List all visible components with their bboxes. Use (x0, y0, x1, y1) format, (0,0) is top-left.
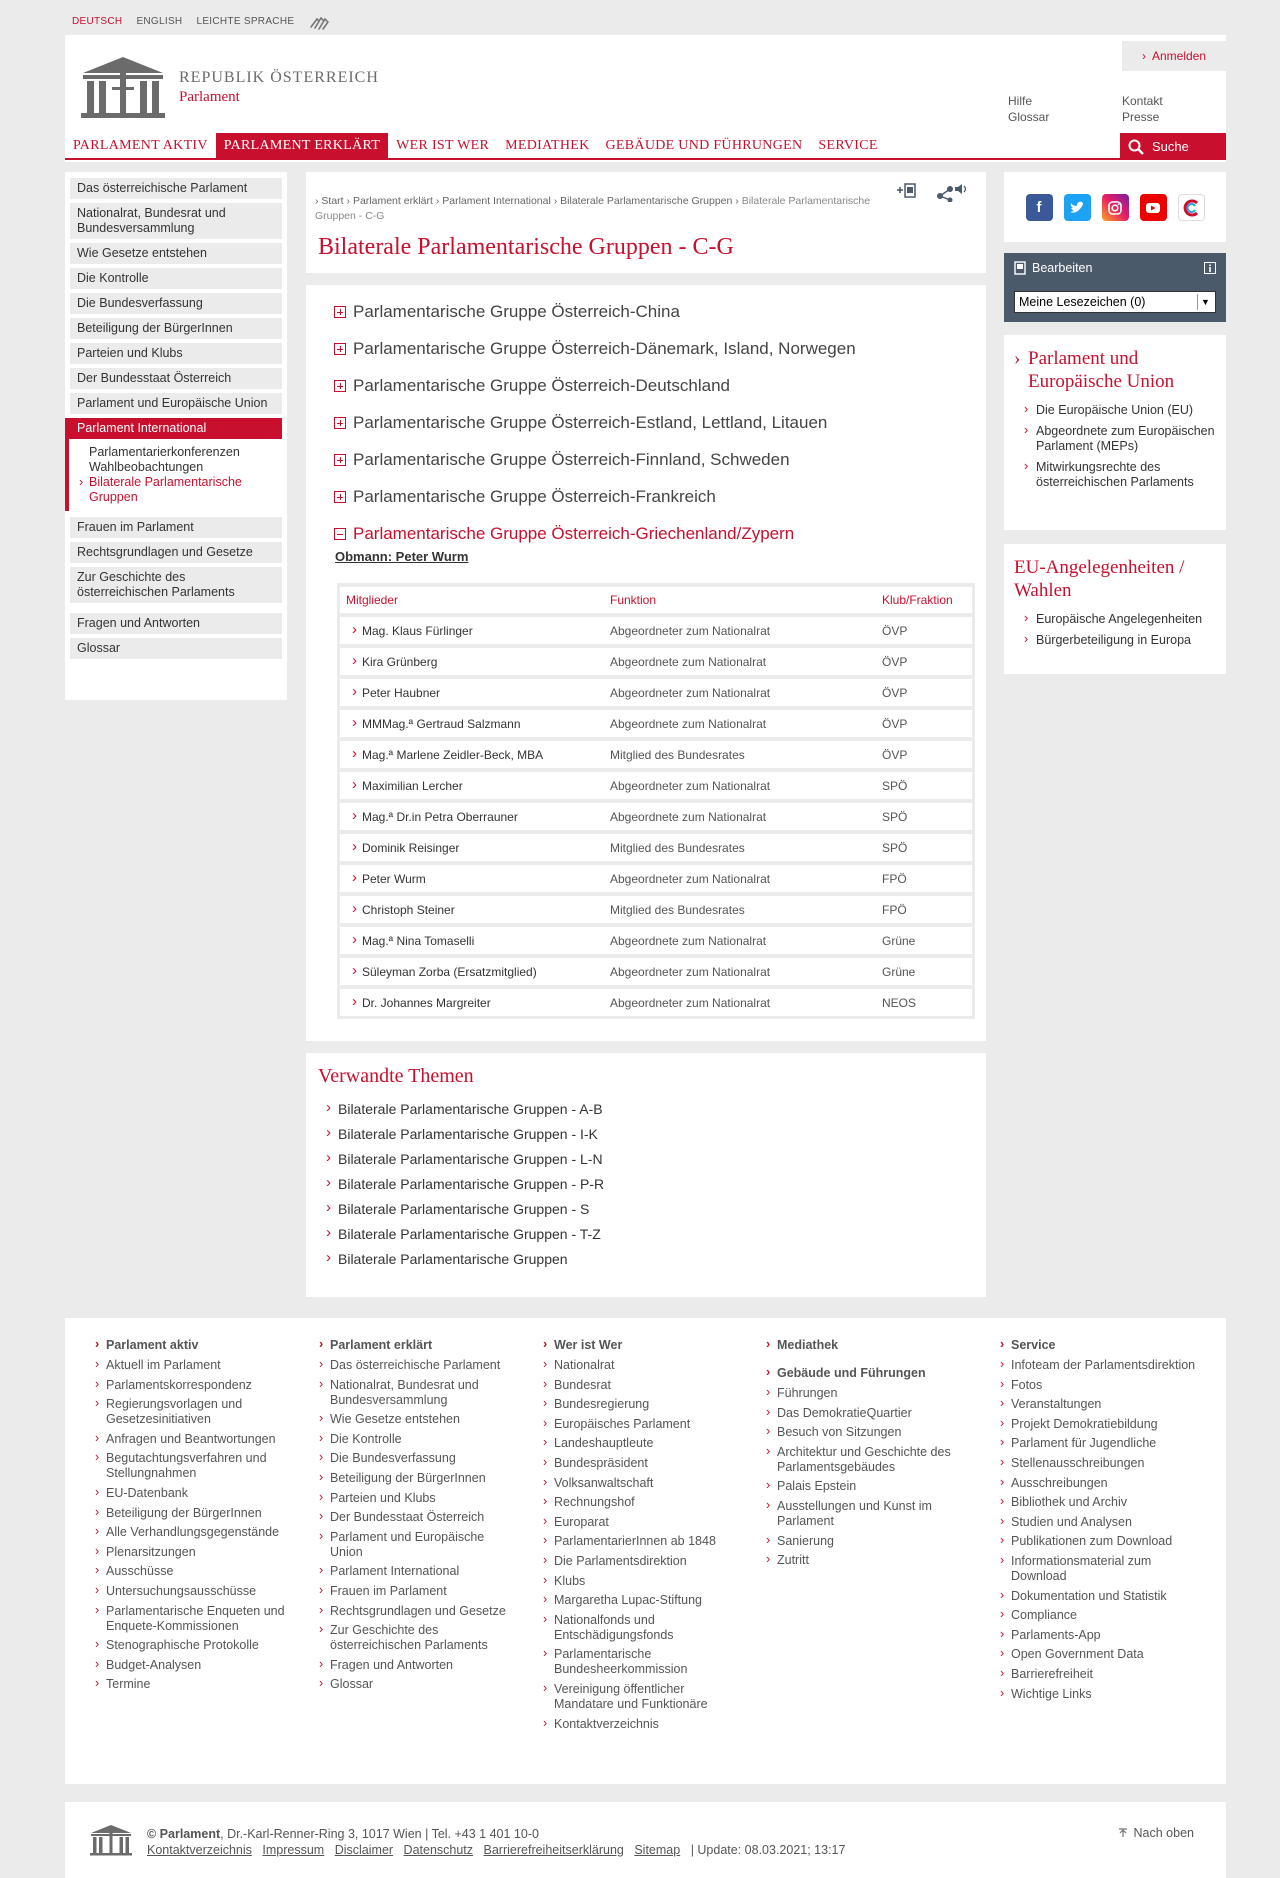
member-name[interactable]: › Mag.ª Dr.in Petra Oberrauner (340, 810, 610, 824)
collapse-icon (334, 528, 346, 540)
parliament-logo-icon (79, 55, 167, 119)
footer-link[interactable]: › ParlamentarierInnen ab 1848 (542, 1534, 742, 1549)
back-to-top[interactable]: Nach oben (1118, 1826, 1194, 1840)
footer-link[interactable]: › Fotos (999, 1378, 1199, 1393)
login-button[interactable]: › Anmelden (1122, 41, 1226, 71)
table-row (340, 834, 972, 861)
sidebar-item-parteien[interactable]: Parteien und Klubs (70, 343, 282, 364)
sidebar-item-glossar[interactable]: Glossar (70, 638, 282, 659)
lang-leichte-sprache[interactable]: LEICHTE SPRACHE (196, 15, 295, 27)
member-function: Abgeordneter zum Nationalrat (610, 778, 771, 793)
nav-gebaeude-fuehrungen[interactable]: GEBÄUDE UND FÜHRUNGEN (605, 137, 803, 153)
member-function: Abgeordneter zum Nationalrat (610, 995, 771, 1010)
footer-sitemap (65, 1318, 1226, 1784)
footer-link[interactable]: › Parlamentarische Enqueten und Enquete-Kommissionen (94, 1604, 294, 1634)
sidebar-item-nationalrat[interactable]: Nationalrat, Bundesrat und Bundesversammlung (70, 203, 282, 239)
related-title: Verwandte Themen (318, 1065, 474, 1087)
footer-link[interactable]: › Beteiligung der BürgerInnen (318, 1471, 518, 1486)
social-links (1004, 172, 1226, 242)
footer-link[interactable]: › Beteiligung der BürgerInnen (94, 1506, 294, 1521)
group-finnland[interactable]: Parlamentarische Gruppe Österreich-Finnland, Schweden (334, 450, 790, 470)
member-club: ÖVP (882, 685, 908, 700)
member-name[interactable]: › Mag.ª Marlene Zeidler-Beck, MBA (340, 748, 610, 762)
footer-link[interactable]: › Termine (94, 1677, 294, 1692)
related-link[interactable]: › Bilaterale Parlamentarische Gruppen - A-B (326, 1101, 604, 1126)
nav-parlament-aktiv[interactable]: PARLAMENT AKTIV (73, 137, 208, 153)
group-chair: Obmann: Peter Wurm (335, 549, 469, 564)
footer-link[interactable]: › Der Bundesstaat Österreich (318, 1510, 518, 1525)
sidebar-item-beteiligung[interactable]: Beteiligung der BürgerInnen (70, 318, 282, 339)
member-club: SPÖ (882, 778, 908, 793)
member-club: Grüne (882, 933, 916, 948)
facebook-icon[interactable]: f (1026, 194, 1053, 221)
footer-col-erklaert (318, 1338, 518, 1697)
footer-link[interactable]: › Wie Gesetze entstehen (318, 1412, 518, 1427)
footer-link[interactable]: › Compliance (999, 1608, 1199, 1623)
footer-link[interactable]: › Bundesrat (542, 1378, 742, 1393)
footer-link[interactable]: › Parlament International (318, 1564, 518, 1579)
member-club: FPÖ (882, 871, 907, 886)
footer-heading[interactable]: › Wer ist Wer (542, 1338, 742, 1352)
member-club: Grüne (882, 964, 916, 979)
breadcrumb-start[interactable]: Start (321, 195, 344, 207)
site-logo[interactable] (79, 55, 379, 119)
footer-link[interactable]: › Infoteam der Parlamentsdirektion (999, 1358, 1199, 1373)
footer-link[interactable]: › Vereinigung öffentlicher Mandatare und Funktionäre (542, 1682, 742, 1712)
expand-icon (334, 454, 346, 466)
footer-link[interactable]: › Sanierung (765, 1534, 965, 1549)
member-name[interactable]: › Dominik Reisinger (340, 841, 610, 855)
member-name[interactable]: › Mag. Klaus Fürlinger (340, 624, 610, 638)
footer-link[interactable]: › Das österreichische Parlament (318, 1358, 518, 1373)
eu-link[interactable]: › Die Europäische Union (EU) (1014, 403, 1216, 418)
member-name[interactable]: › MMMag.ª Gertraud Salzmann (340, 717, 610, 731)
util-links-2 (1122, 93, 1163, 125)
search-icon (1128, 139, 1144, 155)
bottom-link-sitemap[interactable]: Sitemap (634, 1843, 681, 1857)
members-table (337, 583, 975, 1019)
group-griechenland[interactable]: Parlamentarische Gruppe Österreich-Griechenland/Zypern (334, 524, 794, 544)
glossary-link[interactable]: Glossar (1008, 110, 1050, 124)
table-row (340, 865, 972, 892)
bookmark-add-icon[interactable] (896, 182, 918, 200)
footer-link[interactable]: › Untersuchungsausschüsse (94, 1584, 294, 1599)
expand-icon (334, 306, 346, 318)
youtube-icon[interactable] (1140, 194, 1167, 221)
footer-link[interactable]: › Rechtsgrundlagen und Gesetze (318, 1604, 518, 1619)
footer-link[interactable]: › Die Kontrolle (318, 1432, 518, 1447)
member-club: FPÖ (882, 902, 907, 917)
footer-link[interactable]: › Stenographische Protokolle (94, 1638, 294, 1653)
bookmark-icon (1014, 261, 1026, 275)
bottom-link-disclaimer[interactable]: Disclaimer (334, 1843, 394, 1857)
header-klub: Klub/Fraktion (882, 593, 953, 607)
expand-icon (334, 417, 346, 429)
footer-link[interactable]: › Alle Verhandlungsgegenstände (94, 1525, 294, 1540)
sidebar-sub-wahlbeobachtungen[interactable]: Wahlbeobachtungen (89, 460, 204, 474)
member-name[interactable]: › Maximilian Lercher (340, 779, 610, 793)
edit-panel (1004, 253, 1226, 322)
sidebar-item-eu[interactable]: Parlament und Europäische Union (70, 393, 282, 414)
member-name[interactable]: › Dr. Johannes Margreiter (340, 996, 610, 1010)
related-list (326, 1101, 604, 1276)
footer-link[interactable]: › Die Parlamentsdirektion (542, 1554, 742, 1569)
footer-link[interactable]: › Zur Geschichte des österreichischen Parlaments (318, 1623, 518, 1653)
sidebar-item-international[interactable]: Parlament International (65, 418, 282, 439)
table-row (340, 679, 972, 706)
member-name[interactable]: › Mag.ª Nina Tomaselli (340, 934, 610, 948)
footer-link[interactable]: › Zutritt (765, 1553, 965, 1568)
breadcrumb-international[interactable]: Parlament International (442, 195, 551, 207)
footer-link[interactable]: › Parlaments-App (999, 1628, 1199, 1643)
info-icon[interactable] (1204, 262, 1216, 274)
bookmarks-select[interactable]: Meine Lesezeichen (0) ▼ (1014, 291, 1216, 313)
table-row (340, 617, 972, 644)
footer-link[interactable]: › Anfragen und Beantwortungen (94, 1432, 294, 1447)
related-link[interactable]: › Bilaterale Parlamentarische Gruppen - T-Z (326, 1226, 604, 1251)
related-link[interactable]: › Bilaterale Parlamentarische Gruppen - I-K (326, 1126, 604, 1151)
member-function: Abgeordnete zum Nationalrat (610, 809, 767, 824)
footer-link[interactable]: › Ausschreibungen (999, 1476, 1199, 1491)
breadcrumb: › Start › Parlament erklärt › Parlament International › Bilaterale Parlamentarische Gruppen › Bilaterale Parlamentarische Gruppen - C-G (315, 195, 871, 222)
footer-link[interactable]: › Besuch von Sitzungen (765, 1425, 965, 1440)
member-function: Mitglied des Bundesrates (610, 840, 745, 855)
footer-link[interactable]: › Nationalrat (542, 1358, 742, 1373)
edit-label: Bearbeiten (1032, 261, 1093, 275)
table-row (340, 648, 972, 675)
footer-link[interactable]: › Budget-Analysen (94, 1658, 294, 1673)
share-icon[interactable] (936, 182, 968, 202)
group-estland[interactable]: Parlamentarische Gruppe Österreich-Estland, Lettland, Litauen (334, 413, 827, 433)
eu-box (1004, 335, 1226, 530)
footer-link[interactable]: › Bundesregierung (542, 1397, 742, 1412)
member-club: SPÖ (882, 840, 908, 855)
footer-col-mediathek (765, 1338, 965, 1573)
sidebar-sub-bilaterale[interactable]: › Bilaterale Parlamentarische Gruppen (89, 475, 282, 505)
related-link[interactable]: › Bilaterale Parlamentarische Gruppen - L-N (326, 1151, 604, 1176)
member-function: Mitglied des Bundesrates (610, 902, 745, 917)
lang-english[interactable]: ENGLISH (136, 15, 183, 27)
group-daenemark[interactable]: Parlamentarische Gruppe Österreich-Dänemark, Island, Norwegen (334, 339, 856, 359)
member-function: Abgeordnete zum Nationalrat (610, 716, 767, 731)
member-name[interactable]: › Christoph Steiner (340, 903, 610, 917)
language-bar (72, 12, 332, 30)
nav-mediathek[interactable]: MEDIATHEK (505, 137, 590, 153)
chevron-down-icon: ▼ (1197, 294, 1213, 310)
sidebar-item-bundesverfassung[interactable]: Die Bundesverfassung (70, 293, 282, 314)
footer-col-wer-ist-wer (542, 1338, 742, 1736)
member-function: Abgeordneter zum Nationalrat (610, 623, 771, 638)
twitter-icon[interactable] (1064, 194, 1091, 221)
footer-link[interactable]: › Landeshauptleute (542, 1436, 742, 1451)
groups-accordion (306, 285, 986, 1041)
parlament-app-icon[interactable] (1178, 194, 1205, 221)
update-date: | Update: 08.03.2021; 13:17 (690, 1843, 846, 1857)
footer-link[interactable]: › Führungen (765, 1386, 965, 1401)
expand-icon (334, 380, 346, 392)
nav-wer-ist-wer[interactable]: WER IST WER (396, 137, 490, 153)
member-function: Abgeordneter zum Nationalrat (610, 964, 771, 979)
footer-link[interactable]: › Glossar (318, 1677, 518, 1692)
footer-link[interactable]: › Parteien und Klubs (318, 1491, 518, 1506)
member-name[interactable]: › Kira Grünberg (340, 655, 610, 669)
member-club: NEOS (882, 995, 917, 1010)
arrow-up-icon (1118, 1828, 1128, 1838)
footer-link[interactable]: › Veranstaltungen (999, 1397, 1199, 1412)
footer-link[interactable]: › Begutachtungsverfahren und Stellungnahmen (94, 1451, 294, 1481)
footer-link[interactable]: › EU-Datenbank (94, 1486, 294, 1501)
footer-heading[interactable]: › Parlament erklärt (318, 1338, 518, 1352)
table-row (340, 896, 972, 923)
breadcrumb-bilaterale[interactable]: Bilaterale Parlamentarische Gruppen (560, 195, 733, 207)
bottom-bar (65, 1802, 1226, 1878)
logo-title: REPUBLIK ÖSTERREICH (179, 68, 379, 86)
sidebar-item-frauen[interactable]: Frauen im Parlament (70, 517, 282, 538)
footer-link[interactable]: › Kontaktverzeichnis (542, 1717, 742, 1732)
parliament-logo-icon[interactable] (89, 1824, 133, 1856)
related-link[interactable]: › Bilaterale Parlamentarische Gruppen - P-R (326, 1176, 604, 1201)
eu-box-title[interactable]: › Parlament und Europäische Union (1014, 347, 1216, 393)
eu-affairs-link[interactable]: › Europäische Angelegenheiten (1014, 612, 1216, 627)
sidebar-item-bundesstaat[interactable]: Der Bundesstaat Österreich (70, 368, 282, 389)
footer-heading[interactable]: › Parlament aktiv (94, 1338, 294, 1352)
footer-link[interactable]: › Parlamentarische Bundesheerkommission (542, 1647, 742, 1677)
table-row (340, 958, 972, 985)
press-link[interactable]: Presse (1122, 110, 1160, 124)
sidebar-item-geschichte[interactable]: Zur Geschichte des österreichischen Parlaments (70, 567, 282, 603)
footer-col-aktiv (94, 1338, 294, 1697)
expand-icon (334, 491, 346, 503)
footer-link[interactable]: › Parlament und Europäische Union (318, 1530, 518, 1560)
sidebar-item-gesetze[interactable]: Wie Gesetze entstehen (70, 243, 282, 264)
footer-link[interactable]: › Bibliothek und Archiv (999, 1495, 1199, 1510)
footer-link[interactable]: › Bundespräsident (542, 1456, 742, 1471)
help-link[interactable]: Hilfe (1008, 94, 1033, 108)
footer-link[interactable]: › Ausschüsse (94, 1564, 294, 1579)
footer-heading[interactable]: › Gebäude und Führungen (765, 1366, 965, 1380)
group-china[interactable]: Parlamentarische Gruppe Österreich-China (334, 302, 680, 322)
lang-deutsch[interactable]: DEUTSCH (72, 15, 123, 27)
related-link[interactable]: › Bilaterale Parlamentarische Gruppen - S (326, 1201, 604, 1226)
site-header (65, 35, 1226, 162)
member-function: Abgeordnete zum Nationalrat (610, 933, 767, 948)
footer-heading[interactable]: › Service (999, 1338, 1199, 1352)
footer-link[interactable]: › Volksanwaltschaft (542, 1476, 742, 1491)
footer-link[interactable]: › Stellenausschreibungen (999, 1456, 1199, 1471)
group-deutschland[interactable]: Parlamentarische Gruppe Österreich-Deutschland (334, 376, 730, 396)
bottom-link-datenschutz[interactable]: Datenschutz (403, 1843, 474, 1857)
footer-link[interactable]: › Nationalfonds und Entschädigungsfonds (542, 1613, 742, 1643)
eu-affairs-link[interactable]: › Bürgerbeteiligung in Europa (1014, 633, 1216, 648)
sign-language-icon[interactable] (308, 11, 332, 31)
footer-link[interactable]: › Studien und Analysen (999, 1515, 1199, 1530)
member-club: ÖVP (882, 747, 908, 762)
sidebar-item-fragen[interactable]: Fragen und Antworten (70, 613, 282, 634)
member-function: Abgeordneter zum Nationalrat (610, 685, 771, 700)
footer-link[interactable]: › Projekt Demokratiebildung (999, 1417, 1199, 1432)
nav-service[interactable]: SERVICE (818, 137, 878, 153)
sidebar-item-kontrolle[interactable]: Die Kontrolle (70, 268, 282, 289)
breadcrumb-current: Bilaterale Parlamentarische Gruppen - C-G (315, 195, 871, 222)
table-header (340, 587, 972, 613)
read-aloud-icon (955, 184, 962, 194)
footer-col-service (999, 1338, 1199, 1706)
eu-affairs-title: EU-Angelegenheiten / Wahlen (1014, 557, 1185, 601)
member-function: Abgeordnete zum Nationalrat (610, 654, 767, 669)
footer-heading[interactable]: › Mediathek (765, 1338, 965, 1352)
footer-link[interactable]: › Palais Epstein (765, 1479, 965, 1494)
member-name[interactable]: › Peter Haubner (340, 686, 610, 700)
footer-link[interactable]: › Ausstellungen und Kunst im Parlament (765, 1499, 965, 1529)
footer-link[interactable]: › Open Government Data (999, 1647, 1199, 1662)
footer-link[interactable]: › Barrierefreiheit (999, 1667, 1199, 1682)
footer-link[interactable]: › Plenarsitzungen (94, 1545, 294, 1560)
member-club: ÖVP (882, 623, 908, 638)
table-row (340, 710, 972, 737)
footer-link[interactable]: › Margaretha Lupac-Stiftung (542, 1593, 742, 1608)
footer-link[interactable]: › Frauen im Parlament (318, 1584, 518, 1599)
table-row (340, 741, 972, 768)
related-topics (306, 1053, 986, 1297)
table-row (340, 772, 972, 799)
sidebar-subnav (65, 439, 282, 511)
member-club: ÖVP (882, 716, 908, 731)
sidebar-item-das-parlament[interactable]: Das österreichische Parlament (70, 178, 282, 199)
footer-link[interactable]: › Fragen und Antworten (318, 1658, 518, 1673)
related-link[interactable]: › Bilaterale Parlamentarische Gruppen (326, 1251, 604, 1276)
eu-link[interactable]: › Abgeordnete zum Europäischen Parlament (MEPs) (1014, 424, 1216, 454)
member-function: Mitglied des Bundesrates (610, 747, 745, 762)
util-links-1 (1008, 93, 1049, 125)
member-name[interactable]: › Süleyman Zorba (Ersatzmitglied) (340, 965, 610, 979)
logo-subtitle: Parlament (179, 88, 240, 105)
bottom-link-kontakt[interactable]: Kontaktverzeichnis (147, 1843, 252, 1857)
address: , Dr.-Karl-Renner-Ring 3, 1017 Wien | Tel. +43 1 401 10-0 (220, 1827, 539, 1841)
expand-icon (334, 343, 346, 355)
search-button[interactable]: Suche (1120, 133, 1226, 160)
footer-link[interactable]: › Parlament für Jugendliche (999, 1436, 1199, 1451)
bottom-info (147, 1826, 845, 1858)
footer-link[interactable]: › Dokumentation und Statistik (999, 1589, 1199, 1604)
bottom-link-impressum[interactable]: Impressum (262, 1843, 325, 1857)
footer-link[interactable]: › Klubs (542, 1574, 742, 1589)
footer-link[interactable]: › Architektur und Geschichte des Parlamentsgebäudes (765, 1445, 965, 1475)
footer-link[interactable]: › Publikationen zum Download (999, 1534, 1199, 1549)
eu-link[interactable]: › Mitwirkungsrechte des österreichischen Parlaments (1014, 460, 1216, 490)
member-function: Abgeordneter zum Nationalrat (610, 871, 771, 886)
footer-link[interactable]: › Nationalrat, Bundesrat und Bundesversammlung (318, 1378, 518, 1408)
header-mitglieder: Mitglieder (346, 593, 399, 607)
table-row (340, 927, 972, 954)
breadcrumb-arrow: › (315, 195, 322, 207)
footer-link[interactable]: › Europarat (542, 1515, 742, 1530)
main-nav (65, 133, 1226, 160)
footer-link[interactable]: › Wichtige Links (999, 1687, 1199, 1702)
footer-link[interactable]: › Das DemokratieQuartier (765, 1406, 965, 1421)
footer-link[interactable]: › Aktuell im Parlament (94, 1358, 294, 1373)
contact-link[interactable]: Kontakt (1122, 94, 1163, 108)
page-header-box (306, 172, 986, 273)
instagram-icon[interactable] (1102, 194, 1129, 221)
footer-link[interactable]: › Rechnungshof (542, 1495, 742, 1510)
footer-link[interactable]: › Europäisches Parlament (542, 1417, 742, 1432)
group-frankreich[interactable]: Parlamentarische Gruppe Österreich-Frankreich (334, 487, 716, 507)
sidebar-nav (65, 172, 287, 700)
footer-link[interactable]: › Regierungsvorlagen und Gesetzesinitiativen (94, 1397, 294, 1427)
sidebar-sub-konferenzen[interactable]: Parlamentarierkonferenzen (89, 445, 240, 459)
bottom-link-barrierefreiheit[interactable]: Barrierefreiheitserklärung (483, 1843, 624, 1857)
footer-link[interactable]: › Die Bundesverfassung (318, 1451, 518, 1466)
breadcrumb-erklaert[interactable]: Parlament erklärt (352, 195, 433, 207)
member-name[interactable]: › Peter Wurm (340, 872, 610, 886)
page-tools (896, 182, 968, 202)
member-club: SPÖ (882, 809, 908, 824)
eu-affairs-box (1004, 544, 1226, 674)
sidebar-item-rechtsgrundlagen[interactable]: Rechtsgrundlagen und Gesetze (70, 542, 282, 563)
member-club: ÖVP (882, 654, 908, 669)
page-title: Bilaterale Parlamentarische Gruppen - C-G (318, 234, 734, 260)
table-row (340, 803, 972, 830)
header-funktion: Funktion (610, 593, 657, 607)
table-row (340, 989, 972, 1016)
footer-link[interactable]: › Parlamentskorrespondenz (94, 1378, 294, 1393)
nav-parlament-erklaert[interactable]: PARLAMENT ERKLÄRT (216, 133, 388, 158)
footer-link[interactable]: › Informationsmaterial zum Download (999, 1554, 1199, 1584)
copyright: © Parlament (147, 1827, 221, 1841)
login-arrow-icon: › (1141, 49, 1146, 63)
